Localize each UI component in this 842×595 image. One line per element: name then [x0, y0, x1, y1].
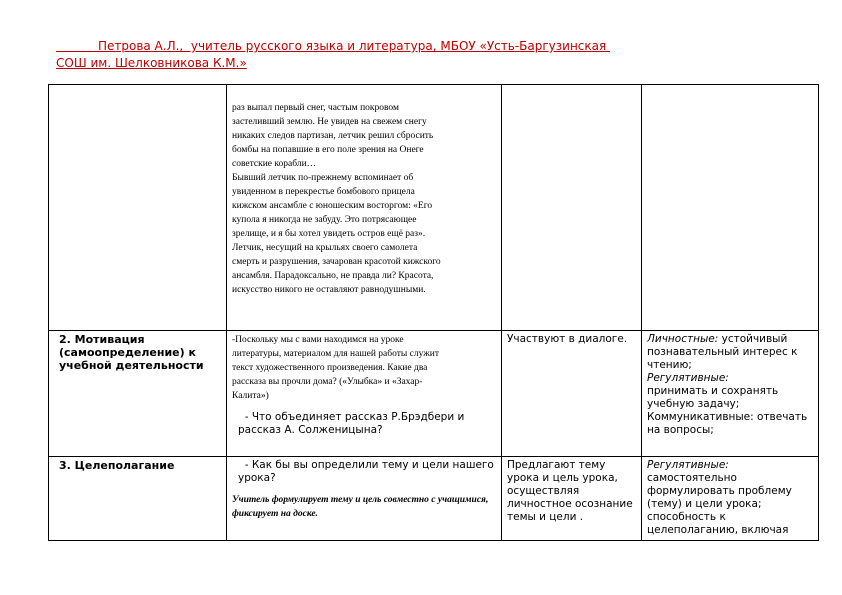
teacher-note: Учитель формулирует тему и цель совместно с учащимися, фиксирует на доске.	[232, 495, 489, 519]
stage-cell	[49, 331, 227, 457]
teacher-activity-cell	[227, 331, 502, 457]
text-line: никаких следов партизан, летчик решил сбросить	[232, 131, 434, 141]
uud-communicative-text: Коммуникативные: отвечать на вопросы;	[647, 411, 808, 436]
text-line: кижском ансамбле с юношеским восторгом: «Его	[232, 201, 433, 211]
document-header	[56, 38, 796, 72]
lesson-plan-table	[48, 84, 819, 541]
text-line: ансамбля. Парадоксально, не правда ли? Красота,	[232, 271, 434, 281]
text-line: раз выпал первый снег, частым покровом	[232, 103, 400, 113]
text-line: Летчик, несущий на крыльях своего самолета	[232, 243, 418, 253]
student-activity-cell	[502, 331, 642, 457]
header-line-2: СОШ им. Шелковникова К.М.»	[56, 56, 247, 70]
header-line-1: Петрова А.Л., учитель русского языка и литература, МБОУ «Усть-Баргузинская	[56, 39, 611, 53]
table-row	[49, 457, 819, 541]
text-line: зрелище, и я бы хотел увидеть остров ещё раз».	[232, 229, 426, 239]
uud-personal-text: устойчивый познавательный интерес к чтению;	[647, 333, 798, 371]
text-line: Калита»)	[232, 391, 269, 401]
text-line: -Поскольку мы с вами находимся на уроке	[232, 335, 404, 345]
uud-cell	[642, 457, 819, 541]
text-line: искусство никого не оставляют равнодушными.	[232, 285, 426, 295]
uud-regulatory-text: самостоятельно формулировать проблему (тему) и цели урока; способность к целеполаганию, включая	[647, 472, 792, 536]
student-activity-cell	[502, 457, 642, 541]
text-line: увиденном в перекрестье бомбового прицела	[232, 187, 415, 197]
teacher-activity-cell	[227, 85, 502, 331]
stage-cell	[49, 457, 227, 541]
teacher-activity-cell	[227, 457, 502, 541]
student-activity-text: Участвуют в диалоге.	[507, 333, 628, 345]
text-line: литературы, материалом для нашей работы служит	[232, 349, 440, 359]
table-row	[49, 85, 819, 331]
text-line: Бывший летчик по-прежнему вспоминает об	[232, 173, 414, 183]
uud-cell	[642, 85, 819, 331]
stage-cell	[49, 85, 227, 331]
uud-cell	[642, 331, 819, 457]
uud-regulatory-label: Регулятивные:	[647, 459, 729, 471]
uud-regulatory-label: Регулятивные:	[647, 372, 729, 384]
uud-regulatory-text: принимать и сохранять учебную задачу;	[647, 385, 779, 410]
text-line: советские корабли…	[232, 159, 317, 169]
stage-title: 3. Целеполагание	[59, 459, 175, 472]
uud-personal-label: Личностные:	[647, 333, 719, 345]
text-line: купола я никогда не забуду. Это потрясающее	[232, 215, 417, 225]
text-line: бомбы на попавшие в его поле зрения на Онеге	[232, 145, 424, 155]
student-activity-cell	[502, 85, 642, 331]
text-line: рассказа вы прочли дома? («Улыбка» и «Захар-	[232, 377, 423, 387]
table-row	[49, 331, 819, 457]
text-line: застеливший землю. Не увидев на свежем снегу	[232, 117, 427, 127]
text-line: смерть и разрушения, зачарован красотой кижского	[232, 257, 441, 267]
text-line: текст художественного произведения. Какие два	[232, 363, 428, 373]
student-activity-text: Предлагают тему урока и цель урока, осуществляя личностное осознание темы и цели .	[507, 459, 633, 523]
stage-title: 2. Мотивация (самоопределение) к учебной деятельности	[59, 333, 204, 372]
teacher-question: - Как бы вы определили тему и цели нашего урока?	[238, 459, 498, 484]
teacher-question: - Что объединяет рассказ Р.Брэдбери и рассказ А. Солженицына?	[238, 411, 468, 436]
